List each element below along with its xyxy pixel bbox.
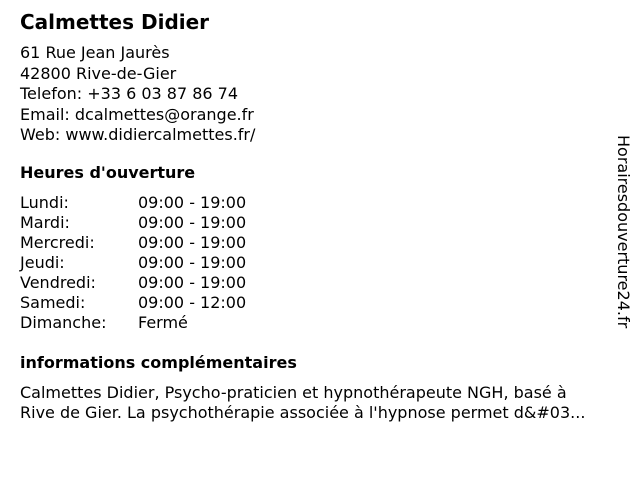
additional-info-heading: informations complémentaires xyxy=(20,353,297,372)
description-line: Rive de Gier. La psychothérapie associée à l'hypnose permet d&#03... xyxy=(20,403,586,422)
hours-row-wednesday xyxy=(20,233,246,253)
address-city: 42800 Rive-de-Gier xyxy=(20,63,177,83)
time-range: 09:00 - 12:00 xyxy=(138,293,247,312)
contact-block xyxy=(20,43,255,146)
day-label: Dimanche: xyxy=(20,313,107,332)
hours-row-saturday xyxy=(20,293,246,313)
opening-hours-heading: Heures d'ouverture xyxy=(20,163,196,182)
email-address: Email: dcalmettes@orange.fr xyxy=(20,104,254,124)
day-label: Vendredi: xyxy=(20,273,96,292)
hours-row-tuesday xyxy=(20,213,246,233)
time-range: 09:00 - 19:00 xyxy=(138,253,247,272)
website-address: Web: www.didiercalmettes.fr/ xyxy=(20,125,256,144)
day-label: Mercredi: xyxy=(20,233,95,252)
hours-row-thursday xyxy=(20,253,246,273)
time-range: 09:00 - 19:00 xyxy=(138,193,247,212)
time-range: Fermé xyxy=(138,313,188,332)
business-description xyxy=(20,383,630,423)
opening-hours-table xyxy=(20,193,246,333)
day-label: Samedi: xyxy=(20,293,86,312)
day-label: Lundi: xyxy=(20,193,69,212)
phone-number: Telefon: +33 6 03 87 86 74 xyxy=(20,84,239,103)
hours-row-friday xyxy=(20,273,246,293)
site-watermark: Horairesdouverture24.fr xyxy=(614,135,633,329)
address-street: 61 Rue Jean Jaurès xyxy=(20,43,170,62)
hours-row-sunday xyxy=(20,313,246,333)
day-label: Jeudi: xyxy=(20,253,65,272)
hours-row-monday xyxy=(20,193,246,213)
time-range: 09:00 - 19:00 xyxy=(138,233,247,252)
description-line: Calmettes Didier, Psycho-praticien et hypnothérapeute NGH, basé à xyxy=(20,383,567,402)
time-range: 09:00 - 19:00 xyxy=(138,273,247,292)
day-label: Mardi: xyxy=(20,213,70,232)
time-range: 09:00 - 19:00 xyxy=(138,213,247,232)
business-name: Calmettes Didier xyxy=(20,10,210,34)
